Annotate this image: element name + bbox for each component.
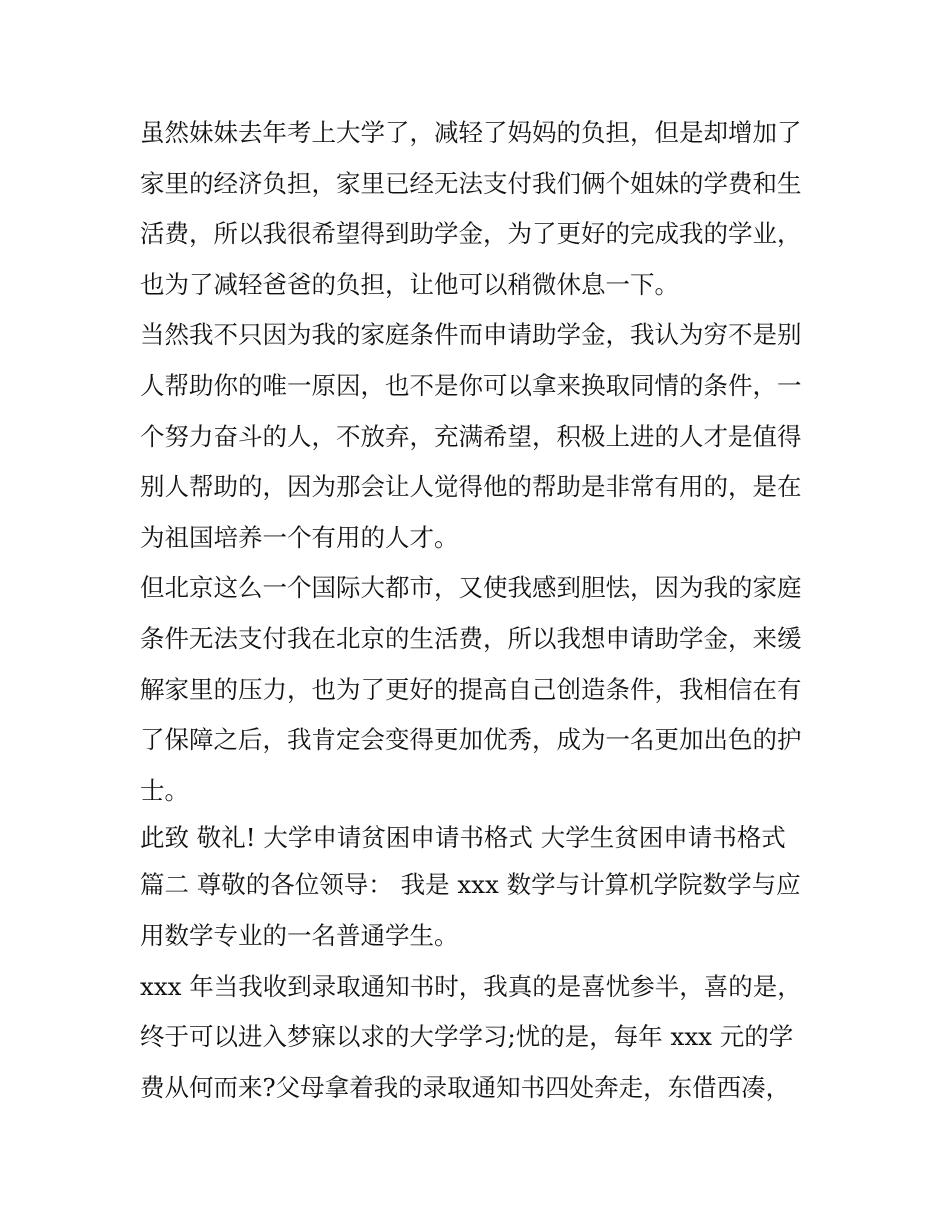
text-line: 家里的经济负担，家里已经无法支付我们俩个姐妹的学费和生: [140, 168, 802, 198]
text-line: 别人帮助的，因为那会让人觉得他的帮助是非常有用的，是在: [140, 472, 802, 502]
text-line: 活费，所以我很希望得到助学金，为了更好的完成我的学业，: [140, 219, 802, 249]
text-line: 篇二 尊敬的各位领导： 我是 xxx 数学与计算机学院数学与应: [140, 870, 801, 900]
text-line: 当然我不只因为我的家庭条件而申请助学金，我认为穷不是别: [140, 320, 802, 350]
text-line: 了保障之后，我肯定会变得更加优秀，成为一名更加出色的护: [140, 725, 802, 755]
text-line: 解家里的压力，也为了更好的提高自己创造条件，我相信在有: [140, 674, 802, 704]
text-line: 条件无法支付我在北京的生活费，所以我想申请助学金，来缓: [140, 623, 802, 653]
text-line: 此致 敬礼! 大学申请贫困申请书格式 大学生贫困申请书格式: [140, 823, 786, 853]
text-line: 人帮助你的唯一原因，也不是你可以拿来换取同情的条件，一: [140, 370, 802, 400]
text-line: 士。: [140, 775, 189, 805]
text-line: 但北京这么一个国际大都市，又使我感到胆怯，因为我的家庭: [140, 573, 802, 603]
document-text-body: [140, 108, 820, 1113]
text-line: 用数学专业的一名普通学生。: [140, 920, 459, 950]
text-line: 终于可以进入梦寐以求的大学学习;忧的是，每年 xxx 元的学: [140, 1022, 794, 1052]
text-line: 为祖国培养一个有用的人才。: [140, 522, 459, 552]
text-line: 费从何而来?父母拿着我的录取通知书四处奔走，东借西凑，: [140, 1072, 791, 1102]
text-line: 也为了减轻爸爸的负担，让他可以稍微休息一下。: [140, 269, 679, 299]
text-line: 个努力奋斗的人，不放弃，充满希望，积极上进的人才是值得: [140, 421, 802, 451]
text-line: xxx 年当我收到录取通知书时，我真的是喜忧参半，喜的是，: [140, 971, 802, 1001]
text-line: 虽然妹妹去年考上大学了，减轻了妈妈的负担，但是却增加了: [140, 118, 802, 147]
